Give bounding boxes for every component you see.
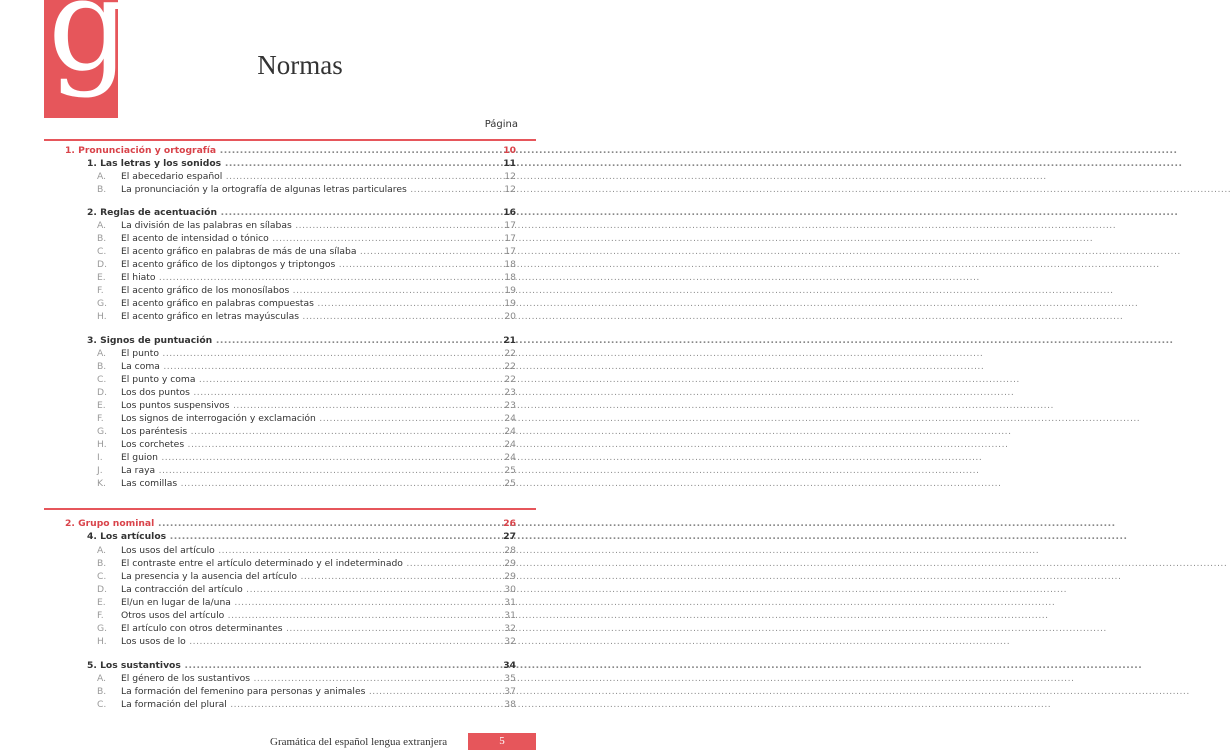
toc-item	[0, 386, 600, 399]
toc-item-letter: A.	[97, 545, 107, 556]
toc-item-letter: G.	[97, 298, 108, 309]
toc-item	[0, 412, 600, 425]
toc-entry-title: La formación del plural .....	[121, 698, 476, 711]
toc-item-letter: B.	[97, 686, 107, 697]
toc-page-number: 24	[504, 439, 516, 450]
toc-page-number: 38	[504, 699, 516, 710]
toc-item-letter: D.	[97, 584, 107, 595]
toc-item-letter: H.	[97, 439, 107, 450]
toc-section	[0, 206, 600, 219]
page-column-label: Página	[484, 119, 518, 130]
toc-page-number: 25	[504, 465, 516, 476]
toc-page-number: 32	[504, 623, 516, 634]
toc-item-letter: G.	[97, 426, 108, 437]
toc-item-letter: A.	[97, 220, 107, 231]
toc-page-number: 23	[504, 387, 516, 398]
toc-page-number: 31	[504, 610, 516, 621]
footer-page-box	[468, 733, 536, 750]
toc-page-number: 11	[503, 158, 516, 169]
toc-item-letter: C.	[97, 246, 107, 257]
section-rule	[44, 508, 536, 510]
toc-item	[0, 170, 600, 183]
toc-section	[0, 530, 600, 543]
toc-item	[0, 451, 600, 464]
toc-item-letter: I.	[97, 452, 103, 463]
toc-item-letter: C.	[97, 699, 107, 710]
toc-item-letter: E.	[97, 400, 106, 411]
toc-item-letter: B.	[97, 233, 107, 244]
toc-entry-title: Otros usos del artículo .....	[121, 609, 476, 622]
toc-item-letter: K.	[97, 478, 106, 489]
toc-page-number: 34	[503, 660, 516, 671]
toc-entry-title: 1. Las letras y los sonidos .....	[87, 157, 476, 170]
toc-page-number: 24	[504, 452, 516, 463]
toc-item-letter: F.	[97, 413, 104, 424]
toc-item	[0, 685, 600, 698]
toc-page-number: 12	[504, 171, 516, 182]
toc-section	[0, 157, 600, 170]
toc-page-number: 18	[504, 259, 516, 270]
toc-page-number: 20	[504, 311, 516, 322]
toc-item-letter: A.	[97, 348, 107, 359]
toc-entry-title: La raya .....	[121, 464, 476, 477]
toc-entry-title: El acento gráfico en palabras de más de una sílaba .....	[121, 245, 476, 258]
toc-entry-title: Los paréntesis .....	[121, 425, 476, 438]
toc-item	[0, 245, 600, 258]
toc-item-letter: G.	[97, 623, 108, 634]
toc-item-letter: A.	[97, 673, 107, 684]
toc-item-letter: E.	[97, 597, 106, 608]
toc-entry-title: El punto .....	[121, 347, 476, 360]
toc-page-number: 25	[504, 478, 516, 489]
toc-page-number: 22	[504, 348, 516, 359]
toc-entry-title: 2. Grupo nominal .....	[65, 517, 476, 530]
toc-item-letter: H.	[97, 311, 107, 322]
toc-item-letter: E.	[97, 272, 106, 283]
footer-book-title: Gramática del español lengua extranjera	[270, 736, 448, 748]
toc-item-letter: A.	[97, 171, 107, 182]
toc-page-number: 22	[504, 361, 516, 372]
toc-page-number: 24	[504, 413, 516, 424]
toc-entry-title: Los dos puntos .....	[121, 386, 476, 399]
toc-item	[0, 438, 600, 451]
toc-item	[0, 425, 600, 438]
toc-item-letter: F.	[97, 610, 104, 621]
toc-item	[0, 672, 600, 685]
toc-chapter	[0, 144, 600, 157]
toc-item	[0, 297, 600, 310]
toc-item	[0, 219, 600, 232]
toc-page-number: 31	[504, 597, 516, 608]
toc-page-number: 27	[503, 531, 516, 542]
toc-entry-title: 4. Los artículos .....	[87, 530, 476, 543]
toc-item	[0, 310, 600, 323]
toc-entry-title: Los signos de interrogación y exclamación .....	[121, 412, 476, 425]
toc-entry-title: La pronunciación y la ortografía de algunas letras particulares .....	[121, 183, 476, 196]
toc-item	[0, 360, 600, 373]
toc-item	[0, 183, 600, 196]
toc-item	[0, 271, 600, 284]
toc-entry-title: La división de las palabras en sílabas .....	[121, 219, 476, 232]
toc-item-letter: C.	[97, 374, 107, 385]
toc-page-number: 10	[503, 145, 516, 156]
toc-entry-title: 2. Reglas de acentuación .....	[87, 206, 476, 219]
toc-page-number: 22	[504, 374, 516, 385]
toc-page-number: 30	[504, 584, 516, 595]
toc-page-number: 21	[503, 335, 516, 346]
toc-entry-title: La coma .....	[121, 360, 476, 373]
toc-entry-title: 3. Signos de puntuación .....	[87, 334, 476, 347]
page-title: Normas	[257, 50, 343, 80]
toc-item	[0, 544, 600, 557]
toc-page-number: 26	[503, 518, 516, 529]
toc-item-letter: D.	[97, 259, 107, 270]
toc-item	[0, 596, 600, 609]
toc-entry-title: La presencia y la ausencia del artículo .....	[121, 570, 476, 583]
toc-item	[0, 570, 600, 583]
toc-entry-title: El abecedario español .....	[121, 170, 476, 183]
toc-item-letter: D.	[97, 387, 107, 398]
toc-page-number: 28	[504, 545, 516, 556]
toc-item	[0, 635, 600, 648]
toc-item-letter: B.	[97, 558, 107, 569]
toc-item	[0, 622, 600, 635]
toc-entry-title: 5. Los sustantivos .....	[87, 659, 476, 672]
toc-entry-title: El género de los sustantivos .....	[121, 672, 476, 685]
toc-item	[0, 609, 600, 622]
toc-entry-title: Los usos del artículo .....	[121, 544, 476, 557]
top-rule	[44, 139, 536, 141]
toc-entry-title: El guion .....	[121, 451, 476, 464]
toc-page-number: 18	[504, 272, 516, 283]
toc-section	[0, 334, 600, 347]
toc-entry-title: Los corchetes .....	[121, 438, 476, 451]
toc-item-letter: B.	[97, 361, 107, 372]
toc-page-number: 12	[504, 184, 516, 195]
toc-item-letter: F.	[97, 285, 104, 296]
toc-item	[0, 373, 600, 386]
toc-entry-title: El punto y coma .....	[121, 373, 476, 386]
toc-item	[0, 258, 600, 271]
toc-page-number: 29	[504, 558, 516, 569]
toc-page-number: 23	[504, 400, 516, 411]
toc-entry-title: El acento gráfico de los diptongos y triptongos .....	[121, 258, 476, 271]
toc-page-number: 24	[504, 426, 516, 437]
toc-entry-title: El acento gráfico en letras mayúsculas .....	[121, 310, 476, 323]
toc-item-letter: B.	[97, 184, 107, 195]
toc-item	[0, 464, 600, 477]
toc-entry-title: El acento gráfico de los monosílabos .....	[121, 284, 476, 297]
toc-page-number: 29	[504, 571, 516, 582]
toc-entry-title: Los puntos suspensivos .....	[121, 399, 476, 412]
footer-page-number: 5	[499, 735, 505, 747]
toc-chapter	[0, 517, 600, 530]
toc-entry-title: El acento gráfico en palabras compuestas .....	[121, 297, 476, 310]
toc-item	[0, 347, 600, 360]
toc-section	[0, 659, 600, 672]
toc-item-letter: C.	[97, 571, 107, 582]
toc-item	[0, 583, 600, 596]
toc-entry-title: Las comillas .....	[121, 477, 476, 490]
toc-page-number: 17	[504, 246, 516, 257]
toc-page-number: 17	[504, 233, 516, 244]
toc-page-number: 17	[504, 220, 516, 231]
toc-entry-title: La contracción del artículo .....	[121, 583, 476, 596]
toc-entry-title: El/un en lugar de la/una .....	[121, 596, 476, 609]
toc-page-number: 32	[504, 636, 516, 647]
toc-entry-title: El acento de intensidad o tónico .....	[121, 232, 476, 245]
toc-item	[0, 698, 600, 711]
toc-entry-title: Los usos de lo .....	[121, 635, 476, 648]
toc-item	[0, 557, 600, 570]
toc-item-letter: H.	[97, 636, 107, 647]
logo-letter: g	[48, 0, 130, 100]
toc-page-number: 19	[504, 298, 516, 309]
toc-item-letter: J.	[97, 465, 103, 476]
toc-page-number: 35	[504, 673, 516, 684]
toc-item	[0, 232, 600, 245]
toc-item	[0, 284, 600, 297]
toc-page-number: 19	[504, 285, 516, 296]
toc-item	[0, 477, 600, 490]
toc-entry-title: El hiato .....	[121, 271, 476, 284]
toc-entry-title: La formación del femenino para personas y animales .....	[121, 685, 476, 698]
toc-page-number: 37	[504, 686, 516, 697]
toc-item	[0, 399, 600, 412]
toc-entry-title: El artículo con otros determinantes .....	[121, 622, 476, 635]
toc-page-number: 16	[503, 207, 516, 218]
toc-entry-title: 1. Pronunciación y ortografía .....	[65, 144, 476, 157]
toc-entry-title: El contraste entre el artículo determinado y el indeterminado .....	[121, 557, 476, 570]
